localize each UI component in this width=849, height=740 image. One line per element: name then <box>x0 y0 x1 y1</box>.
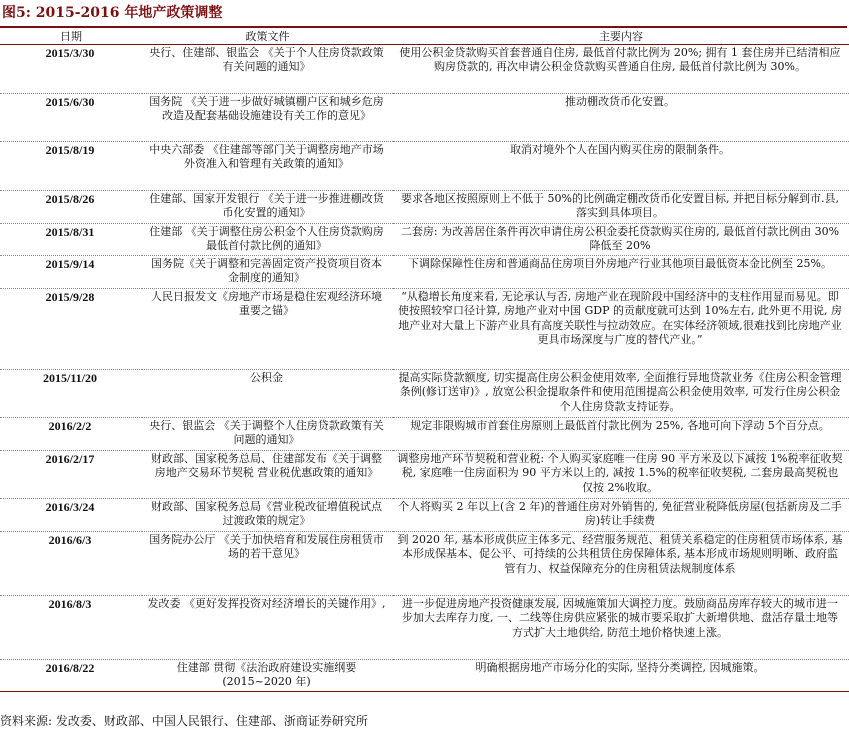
date-cell: 2016/2/17 <box>0 451 142 499</box>
date-cell: 2015/11/20 <box>0 370 142 418</box>
policy-doc-cell: 人民日报发文《房地产市场是稳住宏观经济环境重要之锚》 <box>142 289 393 370</box>
date-cell: 2015/9/14 <box>0 256 142 289</box>
table-row <box>0 142 849 191</box>
table-row <box>0 596 849 660</box>
table-row <box>0 94 849 142</box>
date-cell: 2015/3/30 <box>0 45 142 94</box>
table-row <box>0 191 849 224</box>
content-cell: 推动棚改货币化安置。 <box>393 94 849 142</box>
content-cell: 规定非限购城市首套住房原则上最低首付款比例为 25%, 各地可向下浮动 5个百分点。 <box>393 418 849 451</box>
content-cell: 个人将购买 2 年以上(含 2 年)的普通住房对外销售的, 免征营业税降低房屋(包括新房及二手房)转让手续费 <box>393 499 849 532</box>
table-row <box>0 224 849 256</box>
policy-doc-cell: 公积金 <box>142 370 393 418</box>
header-policy-doc: 政策文件 <box>142 29 393 45</box>
content-cell: 取消对境外个人在国内购买住房的限制条件。 <box>393 142 849 191</box>
content-cell: 二套房: 为改善居住条件再次申请住房公积金委托贷款购买住房的, 最低首付款比例由 30%降低至 20% <box>393 224 849 256</box>
policy-doc-cell: 国务院办公厅 《关于加快培育和发展住房租赁市场的若干意见》 <box>142 532 393 596</box>
content-cell: 使用公积金贷款购买首套普通自住房, 最低首付款比例为 20%; 拥有 1 套住房并已结清相应购房贷款的, 再次申请公积金贷款购买普通自住房, 最低首付款比例为 30%。 <box>393 45 849 94</box>
date-cell: 2015/6/30 <box>0 94 142 142</box>
table-row <box>0 660 849 692</box>
policy-table <box>0 29 849 692</box>
date-cell: 2015/8/31 <box>0 224 142 256</box>
figure-title: 图5: 2015-2016 年地产政策调整 <box>2 5 223 21</box>
date-cell: 2016/8/3 <box>0 596 142 660</box>
policy-doc-cell: 住建部、国家开发银行 《关于进一步推进棚改货币化安置的通知》 <box>142 191 393 224</box>
source-note: 资料来源: 发改委、财政部、中国人民银行、住建部、浙商证券研究所 <box>0 714 368 728</box>
policy-doc-cell: 住建部 《关于调整住房公积金个人住房贷款购房最低首付款比例的通知》 <box>142 224 393 256</box>
header-date: 日期 <box>0 29 142 45</box>
header-main-content: 主要内容 <box>393 29 849 45</box>
date-cell: 2016/2/2 <box>0 418 142 451</box>
content-cell: “从稳增长角度来看, 无论承认与否, 房地产业在现阶段中国经济中的支柱作用显而易见。即使按照较窄口径计算, 房地产业对中国 GDP 的贡献度就可达到 10%左右, 此外更不用说, 房地产业对大量上下游产业具有高度关联性与拉动效应。在实体经济领域,很难找到比房地产业更具市场深度与广度的替代产业。” <box>393 289 849 370</box>
date-cell: 2015/8/26 <box>0 191 142 224</box>
content-cell: 下调除保障性住房和普通商品住房项目外房地产行业其他项目最低资本金比例至 25%。 <box>393 256 849 289</box>
table-row <box>0 418 849 451</box>
title-divider <box>0 26 847 28</box>
date-cell: 2016/8/22 <box>0 660 142 692</box>
policy-doc-cell: 中央六部委 《住建部等部门关于调整房地产市场外资准入和管理有关政策的通知》 <box>142 142 393 191</box>
policy-doc-cell: 财政部、国家税务总局、住建部发布《关于调整房地产交易环节契税 营业税优惠政策的通知》 <box>142 451 393 499</box>
table-body <box>0 45 849 692</box>
table-row <box>0 532 849 596</box>
policy-doc-cell: 央行、住建部、银监会 《关于个人住房贷款政策有关问题的通知》 <box>142 45 393 94</box>
date-cell: 2016/3/24 <box>0 499 142 532</box>
policy-doc-cell: 央行、银监会 《关于调整个人住房贷款政策有关问题的通知》 <box>142 418 393 451</box>
policy-doc-cell: 国务院 《关于进一步做好城镇棚户区和城乡危房改造及配套基础设施建设有关工作的意见》 <box>142 94 393 142</box>
content-cell: 进一步促进房地产投资健康发展, 因城施策加大调控力度。鼓励商品房库存较大的城市进一步加大去库存力度, 一、二线等住房供应紧张的城市要采取扩大新增供地、盘活存量土地等方式扩大土地供给, 防范土地价格快速上涨。 <box>393 596 849 660</box>
content-cell: 要求各地区按照原则上不低于 50%的比例确定棚改货币化安置目标, 并把目标分解到市.县, 落实到具体项目。 <box>393 191 849 224</box>
table-row <box>0 256 849 289</box>
content-cell: 明确根据房地产市场分化的实际, 坚持分类调控, 因城施策。 <box>393 660 849 692</box>
date-cell: 2015/9/28 <box>0 289 142 370</box>
content-cell: 调整房地产环节契税和营业税: 个人购买家庭唯一住房 90 平方米及以下减按 1%税率征收契税, 家庭唯一住房面积为 90 平方米以上的, 减按 1.5%的税率征收契税, 二套房最高契税也仅按 2%收取。 <box>393 451 849 499</box>
table-row <box>0 370 849 418</box>
policy-doc-cell: 住建部 贯彻《法治政府建设实施纲要(2015~2020 年) <box>142 660 393 692</box>
table-row <box>0 45 849 94</box>
policy-doc-cell: 财政部、国家税务总局《营业税改征增值税试点过渡政策的规定》 <box>142 499 393 532</box>
content-cell: 提高实际贷款额度, 切实提高住房公积金使用效率, 全面推行异地贷款业务《住房公积金管理条例(修订送审)》, 放宽公积金提取条件和使用范围提高公积金使用效率, 可发行住房公积金个人住房贷款支持证券。 <box>393 370 849 418</box>
date-cell: 2016/6/3 <box>0 532 142 596</box>
content-cell: 到 2020 年, 基本形成供应主体多元、经营服务规范、租赁关系稳定的住房租赁市场体系, 基本形成保基本、促公平、可持续的公共租赁住房保障体系, 基本形成市场规则明晰、政府监管有力、权益保障充分的住房租赁法规制度体系 <box>393 532 849 596</box>
date-cell: 2015/8/19 <box>0 142 142 191</box>
table-header-row <box>0 29 849 45</box>
policy-doc-cell: 发改委 《更好发挥投资对经济增长的关键作用》, <box>142 596 393 660</box>
table-row <box>0 289 849 370</box>
table-row <box>0 451 849 499</box>
table-row <box>0 499 849 532</box>
policy-doc-cell: 国务院《关于调整和完善固定资产投资项目资本金制度的通知》 <box>142 256 393 289</box>
